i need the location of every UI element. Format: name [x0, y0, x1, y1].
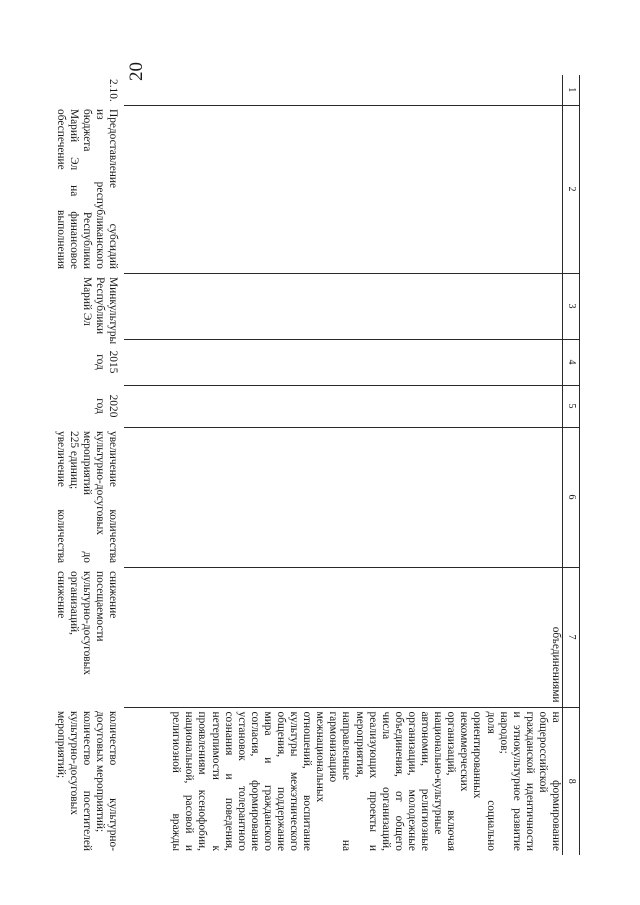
expected-result-cell: увеличение количества культурно-досуговых мероприятий до 225 единиц; увеличение количества — [54, 431, 119, 563]
column-number-header-row — [563, 75, 580, 855]
column-header-4: 4 — [563, 339, 580, 385]
continued-cell-2 — [124, 105, 563, 273]
continued-row — [124, 75, 563, 855]
continued-cell-6 — [124, 427, 563, 567]
row-number: 2.10. — [107, 79, 119, 102]
continued-cell-7 — [124, 567, 563, 707]
column-header-7: 7 — [563, 567, 580, 707]
responsible-executor-cell: Минкультуры Республики Марий Эл — [80, 277, 119, 345]
continued-col7-text: объединениями — [550, 626, 562, 703]
indicator-link-cell: количество культурно- досуговых мероприятий; количество посетителей культурно-досуговых мероприятий; — [54, 711, 119, 851]
continued-cell-1 — [124, 75, 563, 105]
rotated-table-page — [54, 75, 580, 855]
column-header-2: 2 — [563, 105, 580, 273]
program-measures-table — [51, 75, 580, 855]
column-header-6: 6 — [563, 427, 580, 567]
end-year-cell: 2020 год — [93, 394, 119, 418]
column-header-5: 5 — [563, 385, 580, 427]
column-header-8: 8 — [563, 707, 580, 855]
measure-name-cell: Предоставление субсидий из республиканского бюджета Республики Марий Эл на финансовое обеспечение выполнения — [54, 109, 119, 269]
column-header-1: 1 — [563, 75, 580, 105]
continued-cell-3 — [124, 273, 563, 339]
consequences-cell: снижение посещаемости культурно-досуговых организаций, снижение — [54, 571, 119, 675]
table-row-2-10 — [51, 75, 124, 855]
continued-cell-4 — [124, 339, 563, 385]
column-header-3: 3 — [563, 273, 580, 339]
continued-cell-8: на формирование общероссийской гражданской идентичности и этнокультурное развитие народов; доля социально ориентированных некоммерческих организаций, включая национально-культурные автономии, религиозные организации, молодежные объединения, от общего числа организаций, реализующих проекты и мероприятия, направленные на гармонизацию межнациональных отношений, воспитание культуры межэтнического общения, поддержание мира и гражданского согласия, формирование установок толерантного сознания и поведения, нетерпимости к проявлениям ксенофобии, национальной, расовой и религиозной вражды — [124, 707, 563, 855]
page-number: 20 — [126, 62, 147, 81]
start-year-cell: 2015 год — [93, 350, 119, 374]
continued-cell-5 — [124, 385, 563, 427]
